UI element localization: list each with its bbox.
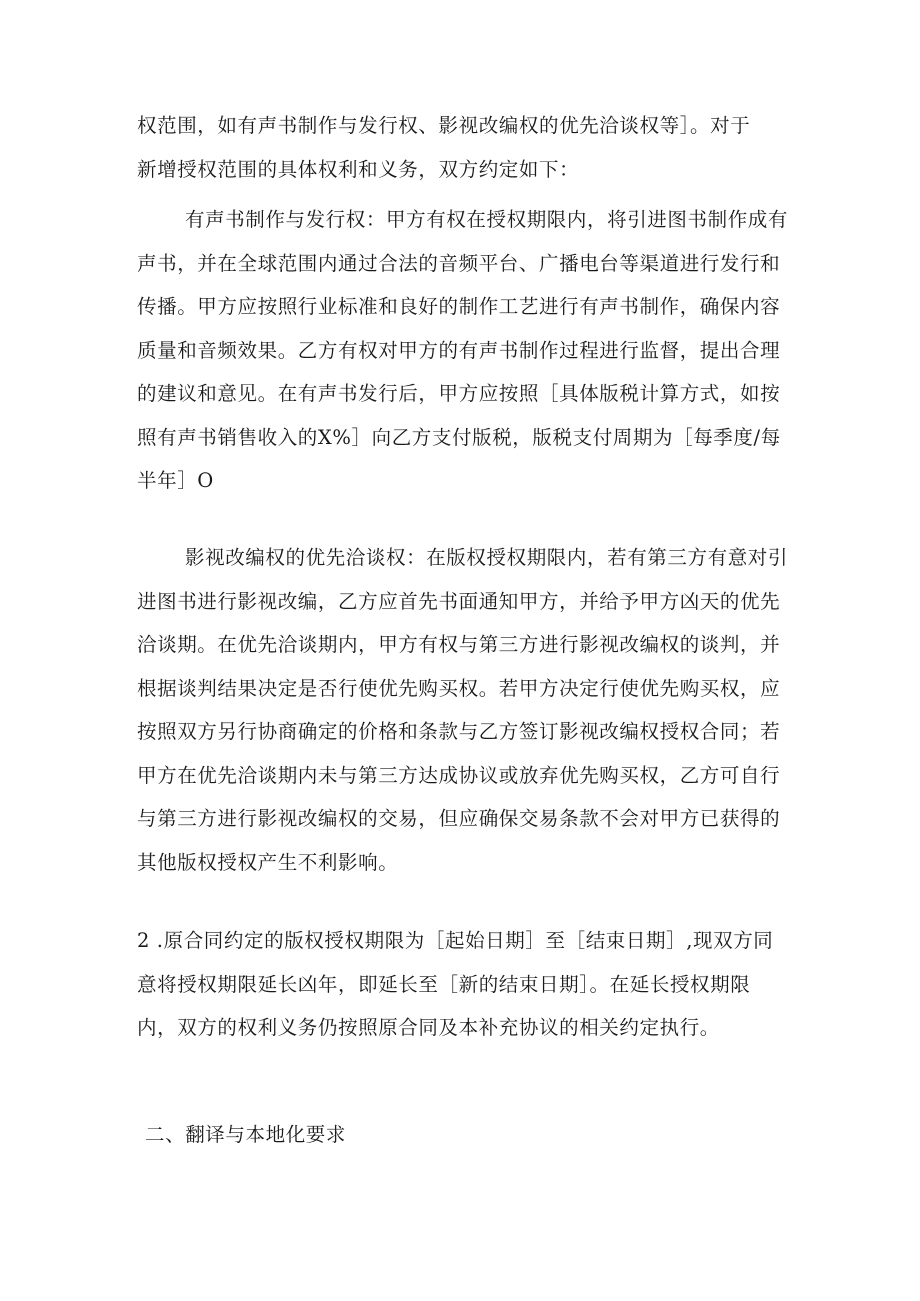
text-line: 照有声书销售收入的X%］向乙方支付版税，版税支付周期为［每季度/每 xyxy=(137,425,781,449)
text-line: 影视改编权的优先洽谈权：在版权授权期限内，若有第三方有意对引 xyxy=(185,546,789,569)
text-line: 有声书制作与发行权：甲方有权在授权期限内，将引进图书制作成有 xyxy=(185,208,789,231)
paragraph-audiobook-rights xyxy=(137,198,789,503)
text-line: 甲方在优先洽谈期内未与第三方达成协议或放弃优先购买权，乙方可自行 xyxy=(137,763,781,787)
text-line: 新增授权范围的具体权利和义务，双方约定如下： xyxy=(137,157,580,181)
text-line: 声书，并在全球范围内通过合法的音频平台、广播电台等渠道进行发行和 xyxy=(137,251,781,275)
text-line: 按照双方另行协商确定的价格和条款与乙方签订影视改编权授权合同；若 xyxy=(137,720,781,743)
text-line: 与第三方进行影视改编权的交易，但应确保交易条款不会对甲方已获得的 xyxy=(137,807,781,830)
paragraph-film-adaptation-rights xyxy=(137,536,789,884)
text-line: 其他版权授权产生不利影响。 xyxy=(137,850,399,874)
text-line: 的建议和意见。在有声书发行后，甲方应按照［具体版税计算方式，如按 xyxy=(137,382,781,405)
text-line: 洽谈期。在优先洽谈期内，甲方有权与第三方进行影视改编权的谈判，并 xyxy=(137,633,781,656)
text-line: 内，双方的权利义务仍按照原合同及本补充协议的相关约定执行。 xyxy=(137,1016,720,1039)
text-line: 传播。甲方应按照行业标准和良好的制作工艺进行有声书制作，确保内容 xyxy=(137,295,781,318)
paragraph-scope-intro xyxy=(137,104,785,191)
text-line: 2 .原合同约定的版权授权期限为［起始日期］至［结束日期］,现双方同 xyxy=(137,929,774,952)
text-line: 权范围，如有声书制作与发行权、影视改编权的优先洽谈权等］。对于 xyxy=(137,114,751,137)
paragraph-term-extension xyxy=(137,919,785,1050)
text-line: 半年］O xyxy=(137,469,214,492)
section-heading-translation: 二、翻译与本地化要求 xyxy=(145,1123,347,1146)
text-line: 根据谈判结果决定是否行使优先购买权。若甲方决定行使优先购买权，应 xyxy=(137,676,781,700)
text-line: 质量和音频效果。乙方有权对甲方的有声书制作过程进行监督，提出合理 xyxy=(137,338,781,362)
text-line: 进图书进行影视改编，乙方应首先书面通知甲方，并给予甲方凶天的优先 xyxy=(137,589,781,613)
text-line: 意将授权期限延长凶年，即延长至［新的结束日期］。在延长授权期限 xyxy=(137,972,751,996)
